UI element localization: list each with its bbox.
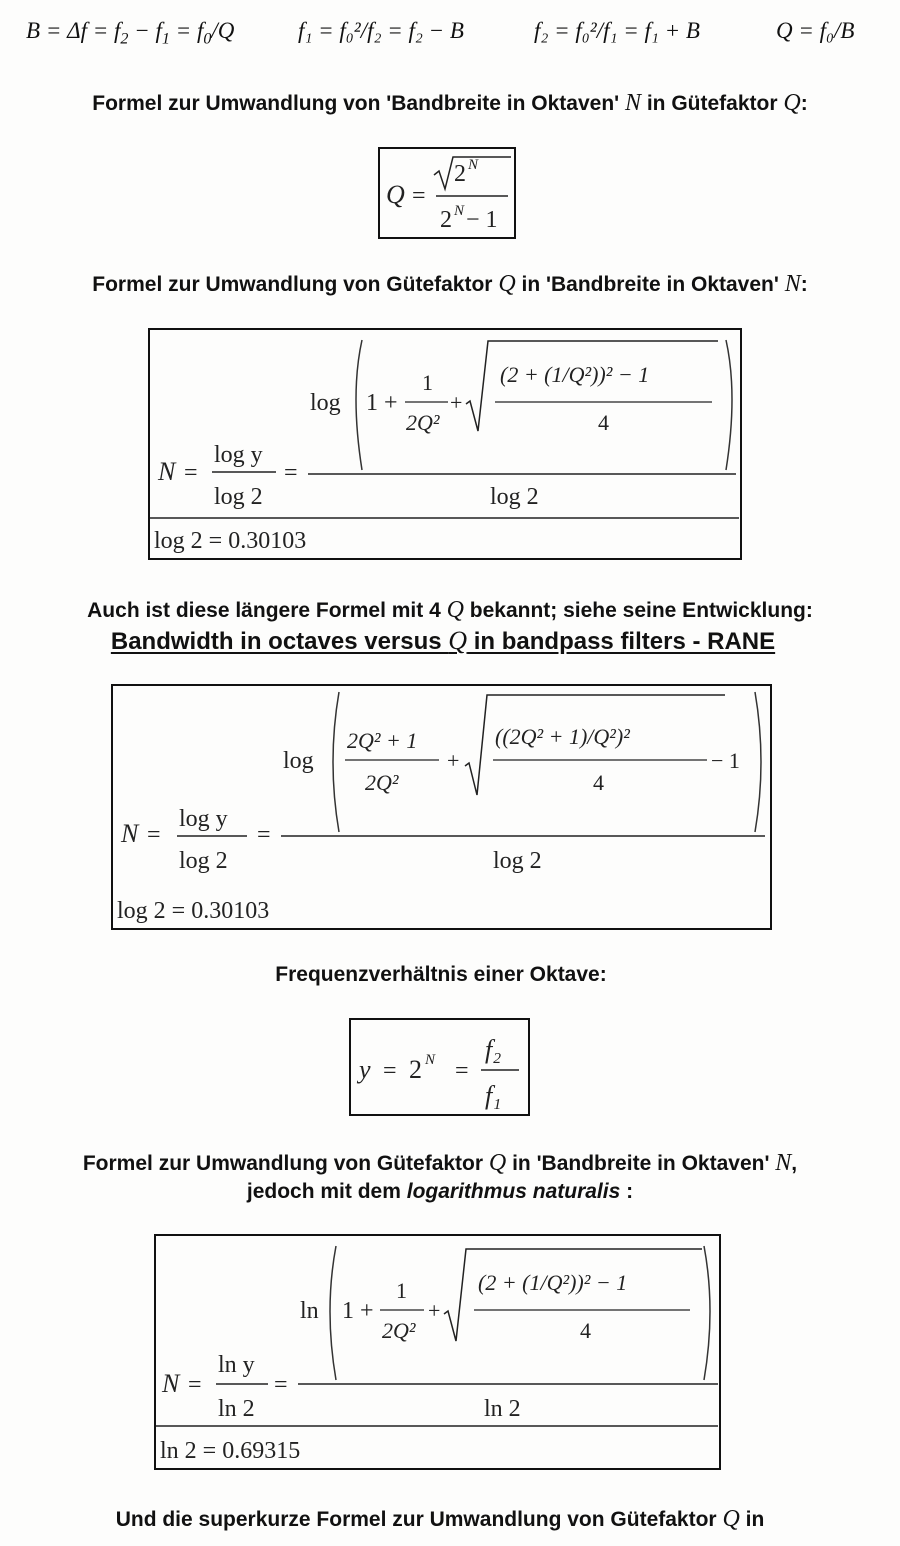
svg-text:+: + xyxy=(447,748,460,773)
svg-text:ln y: ln y xyxy=(218,1352,255,1378)
svg-text:Q: Q xyxy=(386,180,405,209)
svg-text:=: = xyxy=(383,1058,397,1084)
svg-text:=: = xyxy=(147,822,161,848)
svg-text:=: = xyxy=(188,1372,202,1398)
svg-text:2: 2 xyxy=(409,1055,422,1084)
formula-f1: f₁ = f₀²/f₂ = f₂ − B xyxy=(298,18,464,43)
svg-text:1 +: 1 + xyxy=(342,1298,374,1324)
svg-text:f₂: f₂ xyxy=(485,1035,502,1064)
svg-text:ln: ln xyxy=(300,1298,319,1324)
formula-n-ln-svg xyxy=(156,1236,718,1467)
heading-octave-ratio: Frequenzverhältnis einer Oktave: xyxy=(275,963,607,986)
svg-text:=: = xyxy=(412,183,426,209)
heading-ln-line2: jedoch mit dem logarithmus naturalis : xyxy=(246,1180,634,1203)
heading-n-to-q: Formel zur Umwandlung von 'Bandbreite in Oktaven' N in Gütefaktor Q: xyxy=(92,90,808,116)
svg-text:=: = xyxy=(455,1058,469,1084)
svg-text:log 2 = 0.30103: log 2 = 0.30103 xyxy=(154,528,307,554)
svg-text:ln 2: ln 2 xyxy=(218,1396,255,1422)
heading-superkurze: Und die superkurze Formel zur Umwandlung von Gütefaktor Q in xyxy=(115,1506,765,1532)
svg-text:log 2 = 0.30103: log 2 = 0.30103 xyxy=(117,898,270,924)
svg-text:log: log xyxy=(283,748,314,774)
heading-ln-line1: Formel zur Umwandlung von Gütefaktor Q in 'Bandbreite in Oktaven' N, xyxy=(82,1150,798,1176)
svg-text:2Q²: 2Q² xyxy=(382,1318,416,1343)
formula-q-from-n-svg xyxy=(380,149,513,236)
svg-text:N: N xyxy=(454,203,465,219)
svg-text:N: N xyxy=(121,819,139,848)
svg-text:1 +: 1 + xyxy=(366,390,398,416)
svg-text:ln 2 = 0.69315: ln 2 = 0.69315 xyxy=(160,1438,301,1464)
svg-text:N: N xyxy=(158,457,176,486)
svg-text:+: + xyxy=(428,1298,441,1323)
svg-text:log y: log y xyxy=(214,442,263,468)
formula-bandwidth: $B = \Delta f = f_2 - f_1 = f_0/Q$ xyxy=(26,18,235,48)
formula-f2: f₂ = f₀²/f₁ = f₁ + B xyxy=(534,18,700,43)
heading-longer-formula: Auch ist diese längere Formel mit 4 Q bekannt; siehe seine Entwicklung: xyxy=(87,597,813,623)
formula-box-q-from-n xyxy=(378,147,516,239)
formula-rane-svg xyxy=(113,686,769,927)
svg-text:+: + xyxy=(450,390,463,415)
svg-text:4: 4 xyxy=(598,410,609,435)
svg-text:N: N xyxy=(425,1052,436,1068)
svg-text:1: 1 xyxy=(422,370,433,395)
svg-text:N: N xyxy=(162,1369,180,1398)
heading-q-to-n: Formel zur Umwandlung von Gütefaktor Q in 'Bandbreite in Oktaven' N: xyxy=(92,271,808,297)
svg-text:log 2: log 2 xyxy=(214,484,263,510)
svg-text:2: 2 xyxy=(454,161,466,187)
svg-text:((2Q² + 1)/Q²)²: ((2Q² + 1)/Q²)² xyxy=(495,724,630,749)
svg-text:4: 4 xyxy=(593,770,604,795)
svg-text:=: = xyxy=(274,1372,288,1398)
svg-text:1: 1 xyxy=(396,1278,407,1303)
svg-text:=: = xyxy=(284,460,298,486)
rane-link[interactable]: Bandwidth in octaves versus Q in bandpass filters - RANE xyxy=(110,626,776,655)
svg-text:log y: log y xyxy=(179,806,228,832)
svg-text:4: 4 xyxy=(580,1318,591,1343)
svg-text:log 2: log 2 xyxy=(179,848,228,874)
svg-text:ln 2: ln 2 xyxy=(484,1396,521,1422)
svg-text:log 2: log 2 xyxy=(493,848,542,874)
svg-text:log 2: log 2 xyxy=(490,484,539,510)
svg-text:2Q²: 2Q² xyxy=(406,410,440,435)
svg-text:2Q²: 2Q² xyxy=(365,770,399,795)
formula-box-n-from-q-log xyxy=(148,328,742,560)
svg-text:2Q² + 1: 2Q² + 1 xyxy=(347,728,418,753)
svg-text:y: y xyxy=(359,1055,371,1084)
svg-text:− 1: − 1 xyxy=(466,207,498,233)
svg-text:f₁: f₁ xyxy=(485,1081,502,1110)
svg-text:(2 + (1/Q²))² − 1: (2 + (1/Q²))² − 1 xyxy=(500,362,650,387)
svg-text:log: log xyxy=(310,390,341,416)
svg-text:=: = xyxy=(257,822,271,848)
formula-q: Q = f₀/B xyxy=(776,18,855,43)
svg-text:− 1: − 1 xyxy=(711,748,740,773)
formula-octave-svg xyxy=(351,1020,527,1113)
formula-box-octave xyxy=(349,1018,530,1116)
svg-text:N: N xyxy=(468,157,479,173)
formula-n-log-svg xyxy=(150,330,739,557)
svg-text:(2 + (1/Q²))² − 1: (2 + (1/Q²))² − 1 xyxy=(478,1270,628,1295)
formula-box-n-from-q-ln xyxy=(154,1234,721,1470)
top-formula-line xyxy=(26,18,886,54)
svg-text:=: = xyxy=(184,460,198,486)
formula-box-rane xyxy=(111,684,772,930)
svg-text:2: 2 xyxy=(440,207,452,233)
